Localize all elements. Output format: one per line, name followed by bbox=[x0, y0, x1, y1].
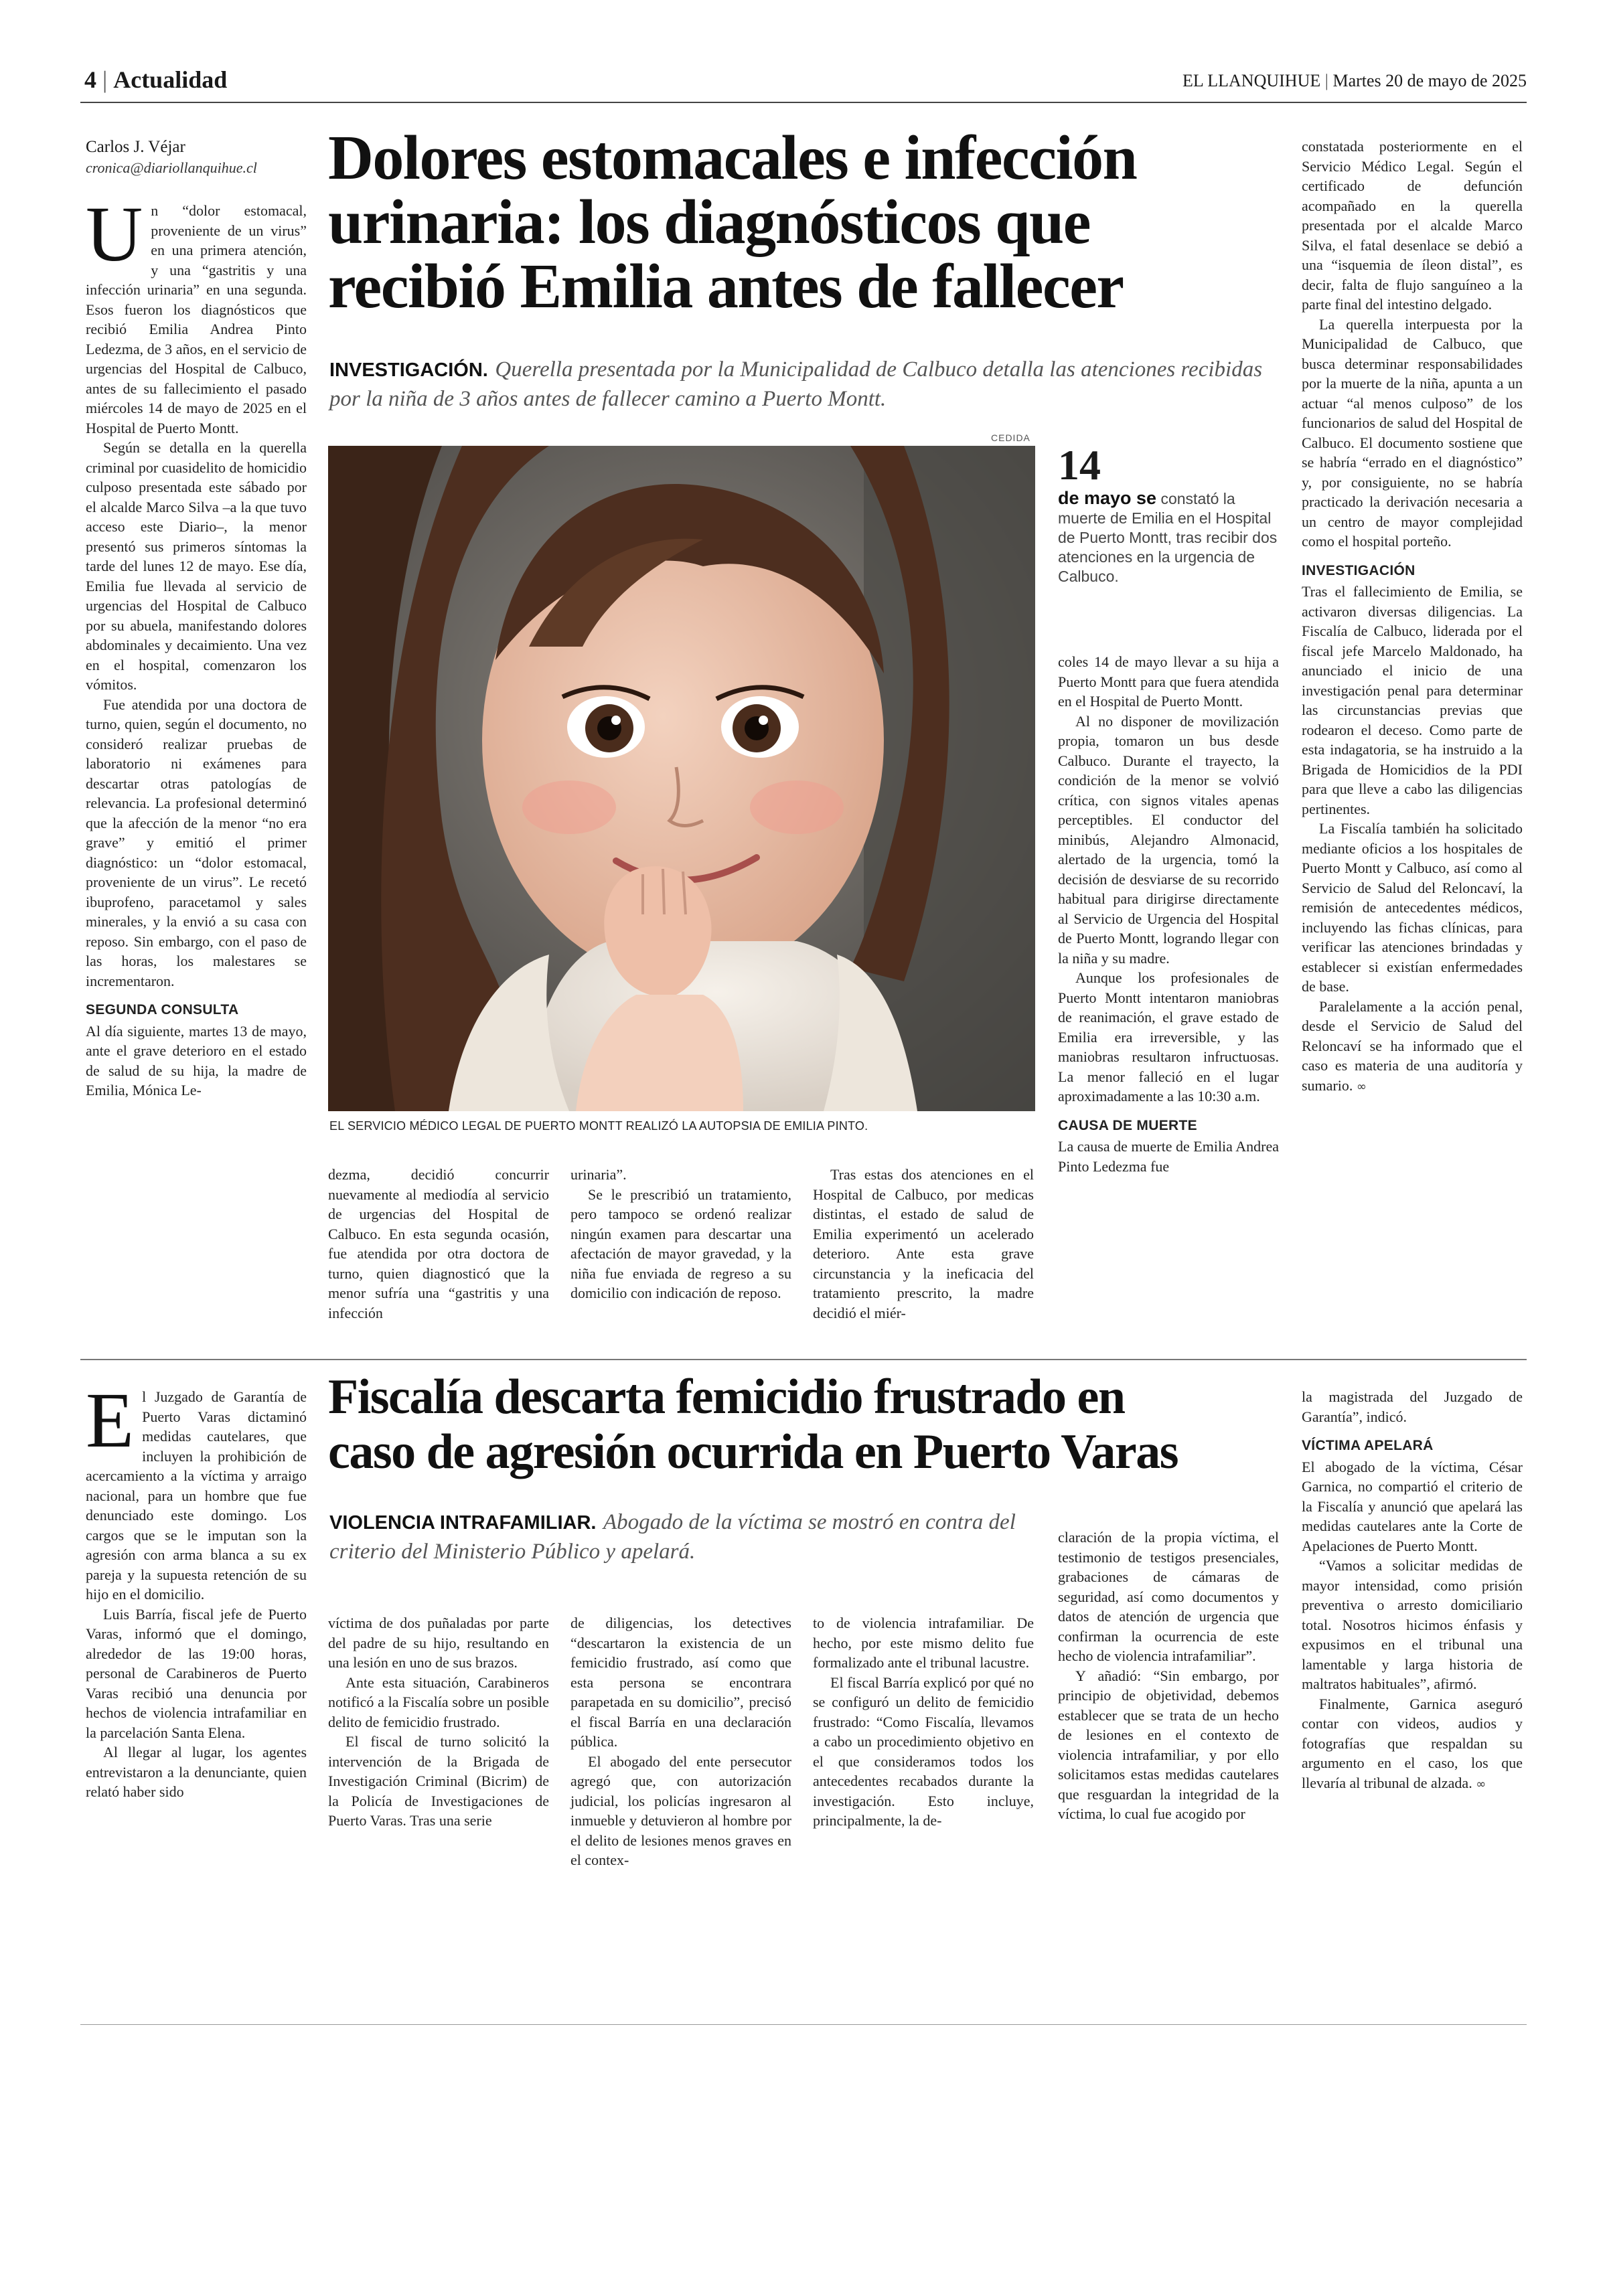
headline-line-1: Dolores estomacales e infección bbox=[328, 123, 1137, 193]
paragraph-text: Paralelamente a la acción penal, desde el Servicio de Salud del Reloncaví se ha informado que el caso es materia de una auditoría y sumario. bbox=[1302, 997, 1523, 1094]
headline-line-3: recibió Emilia antes de fallecer bbox=[328, 252, 1124, 321]
article1-column-2 bbox=[328, 1165, 549, 1323]
subhead-segunda-consulta: SEGUNDA CONSULTA bbox=[86, 1002, 239, 1017]
article2-column-4 bbox=[813, 1613, 1034, 1831]
paragraph: de diligencias, los detectives “descartaron la existencia de un femicidio frustrado, así como que esta persona se encontrara parapetada en su domicilio”, precisó el fiscal Barría en una declaración pública. bbox=[570, 1615, 791, 1750]
callout-text bbox=[1058, 489, 1279, 586]
author-email: cronica@diariollanquihue.cl bbox=[86, 159, 257, 176]
article2-column-5 bbox=[1058, 1528, 1279, 1824]
drop-cap: E bbox=[86, 1376, 135, 1464]
bottom-rule bbox=[80, 2024, 1527, 2025]
paragraph: to de violencia intrafamiliar. De hecho, por este mismo delito fue formalizado ante el tribunal lacustre. bbox=[813, 1615, 1034, 1671]
subhead-victima-apelara: VÍCTIMA APELARÁ bbox=[1302, 1438, 1434, 1453]
lead-text: l Juzgado de Garantía de Puerto Varas dictaminó medidas cautelares, que incluyen la prohibición de acercamiento a la víctima y arraigo nacional, para un hombre que fue denunciado este domingo. Los cargos que se le imputan son la agresión con arma blanca a su ex pareja y la supuesta retención de su hijo en el domicilio. bbox=[86, 1388, 307, 1603]
lead-paragraph bbox=[86, 1376, 307, 1605]
callout-number: 14 bbox=[1058, 441, 1101, 489]
photo-illustration bbox=[328, 446, 1035, 1111]
issue-date: Martes 20 de mayo de 2025 bbox=[1332, 71, 1527, 90]
article-divider bbox=[80, 1359, 1527, 1360]
deck bbox=[329, 355, 1280, 413]
lead-text: n “dolor estomacal, proveniente de un virus” en una primera atención, y una “gastritis y una infección urinaria” en una segunda. Esos fueron los diagnósticos que recibió Emilia Andrea Pinto Ledezma, de 3 años, en el servicio de urgencias del Hospital de Calbuco, antes de su fallecimiento el pasado miércoles 14 de mayo de 2025 en el Hospital de Puerto Montt. bbox=[86, 202, 307, 436]
headline-line-2: urinaria: los diagnósticos que bbox=[328, 187, 1090, 257]
article1-column-4 bbox=[813, 1165, 1034, 1323]
stat-callout bbox=[1058, 443, 1279, 586]
paragraph: El abogado del ente persecutor agregó que, con autorización judicial, los policías ingresaron al inmueble y detuvieron al hombre por el delito de lesiones menos graves en el contex- bbox=[570, 1752, 791, 1868]
photo-caption: EL SERVICIO MÉDICO LEGAL DE PUERTO MONTT REALIZÓ LA AUTOPSIA DE EMILIA PINTO. bbox=[329, 1119, 868, 1133]
page-number: 4 bbox=[84, 66, 96, 93]
paragraph: La querella interpuesta por la Municipalidad de Calbuco, que busca determinar responsabilidades por la muerte de la niña, apunta a un actuar “al menos culposo” de los funcionarios de salud del Hospital de Calbuco. El documento sostiene que se habría “errado en el diagnóstico” y, por consiguiente, no se habría practicado la derivación necesaria a un centro de mayor complejidad como el hospital porteño. bbox=[1302, 315, 1523, 550]
headline-2-line-1: Fiscalía descarta femicidio frustrado en bbox=[328, 1370, 1125, 1424]
deck-kicker: INVESTIGACIÓN. bbox=[329, 359, 488, 381]
subhead-investigacion: INVESTIGACIÓN bbox=[1302, 562, 1415, 578]
end-mark-icon: ∞ bbox=[1476, 1777, 1486, 1791]
subhead-causa-de-muerte: CAUSA DE MUERTE bbox=[1058, 1117, 1197, 1133]
paragraph: constatada posteriormente en el Servicio Médico Legal. Según el certificado de defunción acompañado en la querella presentada por el alcalde Marco Silva, el fatal desenlace se debió a una “isquemia de íleon distal”, es decir, falta de flujo sanguíneo a la parte final del intestino delgado. bbox=[1302, 138, 1523, 313]
header-right bbox=[1182, 71, 1527, 91]
article2-column-2 bbox=[328, 1613, 549, 1831]
paragraph: La Fiscalía también ha solicitado mediante oficios a los hospitales de Puerto Montt y Calbuco, así como al Servicio de Salud del Reloncaví, la remisión de antecedentes médicos, incluyendo las fichas clínicas, para verificar las atenciones brindadas y establecer si existían enfermedades de base. bbox=[1302, 820, 1523, 995]
author-name: Carlos J. Véjar bbox=[86, 138, 185, 156]
article2-column-1 bbox=[86, 1376, 307, 1802]
paragraph: la magistrada del Juzgado de Garantía”, indicó. bbox=[1302, 1388, 1523, 1425]
header-divider: | bbox=[102, 66, 114, 93]
paragraph: Al no disponer de movilización propia, tomaron un bus desde Calbuco. Durante el trayecto, la condición de la menor se volvió crítica, con signos vitales apenas perceptibles. El conductor del minibús, Alejandro Almonacid, alertado de la urgencia, tomó la decisión de desviarse de su recorrido habitual para dirigirse directamente al Servicio de Urgencia del Hospital de Puerto Montt, logrando llegar con la niña y su madre. bbox=[1058, 712, 1279, 967]
callout-sentence: constató la muerte de Emilia en el Hospital de Puerto Montt, tras recibir dos atenciones en la urgencia de Calbuco. bbox=[1058, 490, 1278, 585]
paragraph: Luis Barría, fiscal jefe de Puerto Varas, informó que el domingo, alrededor de las 19:00 horas, personal de Carabineros de Puerto Varas recibió una denuncia por hechos de violencia intrafamiliar en la parcelación Santa Elena. bbox=[86, 1605, 307, 1741]
paragraph: Tras estas dos atenciones en el Hospital de Calbuco, por medicas distintas, el estado de salud de Emilia experimentó un acelerado deterioro. Ante esta grave circunstancia y la ineficacia del tratamiento prescrito, la madre decidió el miér- bbox=[813, 1166, 1034, 1321]
header-rule bbox=[80, 102, 1527, 103]
end-mark-icon: ∞ bbox=[1356, 1079, 1367, 1094]
paragraph: claración de la propia víctima, el testimonio de testigos presenciales, grabaciones de cámaras de seguridad, así como documentos y datos de atención de urgencia que confirman la ocurrencia de este hecho de violencia intrafamiliar”. bbox=[1058, 1529, 1279, 1664]
article1-column-3 bbox=[570, 1165, 791, 1303]
paragraph bbox=[1302, 997, 1523, 1097]
paragraph: Se le prescribió un tratamiento, pero tampoco se ordenó realizar ningún examen para descartar una afectación de mayor gravedad, y la niña fue enviada de regreso a su domicilio con indicación de reposo. bbox=[570, 1185, 791, 1301]
paragraph: Según se detalla en la querella criminal por cuasidelito de homicidio culposo presentada este sábado por el alcalde Marco Silva –a la que tuvo acceso este Diario–, la menor presentó sus primeros síntomas la tarde del lunes 12 de mayo. Ese día, Emilia fue llevada al servicio de urgencias del Hospital de Calbuco por su abuela, manifestando dolores abdominales y decaimiento. Una vez en el hospital, comenzaron los vómitos. bbox=[86, 439, 307, 693]
callout-bold: de mayo se bbox=[1058, 488, 1157, 508]
deck-text: Querella presentada por la Municipalidad de Calbuco detalla las atenciones recibidas por la niña de 3 años antes de fallecer camino a Puerto Montt. bbox=[329, 357, 1263, 411]
section-name: Actualidad bbox=[113, 66, 228, 93]
paragraph: El fiscal Barría explicó por qué no se configuró un delito de femicidio frustrado: “Como Fiscalía, llevamos a cabo un procedimiento objetivo en el que consideramos todos los antecedentes recabados durante la investigación. Esto incluye, principalmente, la de- bbox=[813, 1673, 1034, 1829]
article1-column-6 bbox=[1302, 137, 1523, 1096]
headline bbox=[328, 123, 1292, 321]
paragraph: El abogado de la víctima, César Garnica, no compartió el criterio de la Fiscalía y anunció que apelará las medidas cautelares ante la Corte de Apelaciones de Puerto Montt. bbox=[1302, 1458, 1523, 1554]
paragraph: El fiscal de turno solicitó la intervención de la Brigada de Investigación Criminal (Bicrim) de la Policía de Investigaciones de Puerto Varas. Tras una serie bbox=[328, 1733, 549, 1829]
header-divider-right: | bbox=[1324, 71, 1333, 90]
paragraph: La causa de muerte de Emilia Andrea Pinto Ledezma fue bbox=[1058, 1138, 1279, 1175]
article2-column-3 bbox=[570, 1613, 791, 1870]
drop-cap: U bbox=[86, 190, 143, 278]
deck-2-kicker: VIOLENCIA INTRAFAMILIAR. bbox=[329, 1512, 597, 1534]
main-photo bbox=[328, 446, 1035, 1111]
paragraph: coles 14 de mayo llevar a su hija a Puerto Montt para que fuera atendida en el Hospital de Puerto Montt. bbox=[1058, 653, 1279, 710]
paragraph: urinaria”. bbox=[570, 1166, 627, 1183]
photo-credit: CEDIDA bbox=[991, 432, 1030, 443]
byline bbox=[86, 138, 307, 177]
lead-paragraph bbox=[86, 190, 307, 438]
paragraph: Ante esta situación, Carabineros notificó a la Fiscalía sobre un posible delito de femicidio frustrado. bbox=[328, 1673, 549, 1730]
paragraph: Fue atendida por una doctora de turno, quien, según el documento, no consideró realizar pruebas de laboratorio ni exámenes para descartar otras patologías de relevancia. La profesional determinó que la afección de la menor “no era grave” y emitió el primer diagnóstico: un “dolor estomacal, proveniente de un virus”. Le recetó ibuprofeno, paracetamol y sales minerales, y la envió a su casa con reposo. Sin embargo, con el paso de las horas, los malestares se incrementaron. bbox=[86, 695, 307, 989]
article1-column-5 bbox=[1058, 652, 1279, 1176]
paragraph: Aunque los profesionales de Puerto Montt intentaron maniobras de reanimación, el grave estado de Emilia era irreversible, y las maniobras resultaron infructuosas. La menor falleció en el lugar aproximadamente a las 10:30 a.m. bbox=[1058, 969, 1279, 1104]
newspaper-name: EL LLANQUIHUE bbox=[1182, 71, 1321, 90]
deck-2-text: Abogado de la víctima se mostró en contra del criterio del Ministerio Público y apelará. bbox=[329, 1510, 1016, 1564]
paragraph-text: Finalmente, Garnica aseguró contar con videos, audios y fotografías que respaldan su argumento en el caso, los que llevaría al tribunal de alzada. bbox=[1302, 1695, 1523, 1791]
headline-2 bbox=[328, 1370, 1292, 1479]
deck-2 bbox=[329, 1507, 1053, 1566]
header-left bbox=[84, 66, 227, 94]
paragraph bbox=[1302, 1694, 1523, 1795]
paragraph: Al llegar al lugar, los agentes entrevistaron a la denunciante, quien relató haber sido bbox=[86, 1744, 307, 1800]
paragraph: Tras el fallecimiento de Emilia, se activaron diversas diligencias. La Fiscalía de Calbuco, liderada por el fiscal jefe Marcelo Maldonado, ha anunciado el inicio de una investigación penal para determinar las circunstancias previas que rodearon el deceso. Como parte de esta indagatoria, se ha instruido a la Brigada de Homicidios de la PDI para que lleve a cabo las diligencias pertinentes. bbox=[1302, 583, 1523, 817]
paragraph: Y añadió: “Sin embargo, por principio de objetividad, debemos establecer que se trata de un hecho de lesiones en el contexto de violencia intrafamiliar, y por ello solicitamos estas medidas cautelares que resguardan la integridad de la víctima, lo cual fue acogido por bbox=[1058, 1667, 1279, 1822]
paragraph: dezma, decidió concurrir nuevamente al mediodía al servicio de urgencias del Hospital de Calbuco. En esta segunda ocasión, fue atendida por otra doctora de turno, quien diagnosticó que la menor sufría una “gastritis y una infección bbox=[328, 1166, 549, 1321]
article2-column-6 bbox=[1302, 1387, 1523, 1794]
paragraph: víctima de dos puñaladas por parte del padre de su hijo, resultando en una lesión en uno de sus brazos. bbox=[328, 1615, 549, 1671]
paragraph: “Vamos a solicitar medidas de mayor intensidad, como prisión preventiva o arresto domiciliario total. Nosotros hicimos énfasis y expusimos en el tribunal una lamentable y larga historia de maltratos habituales”, afirmó. bbox=[1302, 1557, 1523, 1692]
paragraph: Al día siguiente, martes 13 de mayo, ante el grave deterioro en el estado de salud de su hija, la madre de Emilia, Mónica Le- bbox=[86, 1022, 307, 1098]
article1-column-1 bbox=[86, 190, 307, 1100]
headline-2-line-2: caso de agresión ocurrida en Puerto Varas bbox=[328, 1424, 1178, 1479]
page-header bbox=[80, 62, 1527, 100]
